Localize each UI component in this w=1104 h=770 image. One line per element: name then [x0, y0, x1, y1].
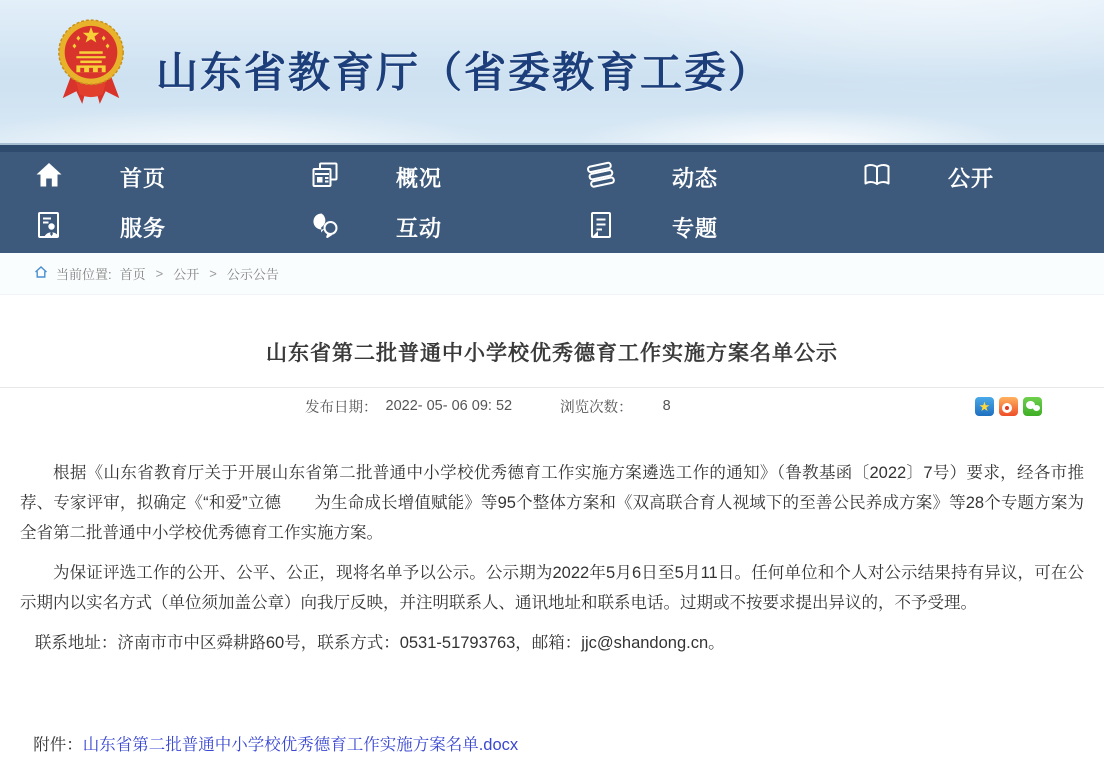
attachment-label: 附件： — [33, 736, 83, 754]
nav-label: 概况 — [396, 166, 443, 191]
article-body — [0, 458, 1104, 760]
nav-item-open[interactable] — [828, 153, 1104, 203]
article-title: 山东省第二批普通中小学校优秀德育工作实施方案名单公示 — [266, 342, 838, 365]
publish-date-label: 发布日期： — [305, 399, 378, 416]
breadcrumb — [0, 253, 1104, 295]
paragraph-basis: 根据《山东省教育厅关于开展山东省第二批普通中小学校优秀德育工作实施方案遴选工作的通知》（鲁教基函〔2022〕7号）要求，经各市推荐、专家评审，拟确定《“和爱”立德 为生命成长增值赋能》等95个整体方案和《双高联合育人视域下的至善公民养成方案》等28个专题方案为全省第二批普通中小学校优秀德育工作实施方案。 — [20, 464, 1084, 542]
paragraph-contact: 联系地址：济南市市中区舜耕路60号，联系方式：0531-51793763，邮箱：jjc@shandong.cn。 — [34, 634, 725, 652]
site-title: 山东省教育厅（省委教育工委） — [156, 49, 773, 96]
nav-item-home[interactable] — [0, 153, 276, 203]
overview-icon — [310, 160, 340, 195]
weibo-share-icon[interactable] — [999, 397, 1018, 416]
breadcrumb-item-home[interactable]: 首页 — [119, 267, 146, 282]
breadcrumb-separator: > — [155, 266, 164, 281]
nav-label: 服务 — [120, 216, 167, 241]
home-icon — [34, 160, 64, 195]
attachment-row — [20, 730, 1084, 760]
news-books-icon — [586, 160, 616, 195]
site-header — [0, 0, 1104, 145]
breadcrumb-item-open[interactable]: 公开 — [173, 267, 200, 282]
service-doc-icon — [34, 210, 64, 245]
main-navigation — [0, 145, 1104, 253]
nav-empty-cell — [828, 203, 1104, 253]
paragraph-publicity: 为保证评选工作的公开、公平、公正，现将名单予以公示。公示期为2022年5月6日至5月11日。任何单位和个人对公示结果持有异议，可在公示期内以实名方式（单位须加盖公章）向我厅反映，并注明联系人、通讯地址和联系电话。过期或不按要求提出异议的，不予受理。 — [20, 564, 1084, 612]
nav-item-news[interactable] — [552, 153, 828, 203]
qzone-share-icon[interactable]: ★ — [975, 397, 994, 416]
nav-label: 首页 — [120, 166, 167, 191]
national-emblem-logo — [52, 16, 130, 113]
nav-label: 动态 — [672, 166, 719, 191]
nav-item-overview[interactable] — [276, 153, 552, 203]
article-meta — [0, 388, 1104, 424]
breadcrumb-prefix: 当前位置: — [56, 267, 112, 282]
views-label: 浏览次数： — [560, 399, 633, 416]
topic-doc-icon — [586, 210, 616, 245]
nav-item-topics[interactable] — [552, 203, 828, 253]
wechat-share-icon[interactable] — [1023, 397, 1042, 416]
nav-label: 专题 — [672, 216, 719, 241]
nav-item-service[interactable] — [0, 203, 276, 253]
nav-item-interaction[interactable] — [276, 203, 552, 253]
breadcrumb-separator: > — [209, 266, 217, 281]
views-value: 8 — [662, 398, 671, 414]
attachment-link[interactable]: 山东省第二批普通中小学校优秀德育工作实施方案名单.docx — [82, 736, 519, 754]
nav-label: 互动 — [396, 216, 443, 241]
breadcrumb-item-announcements[interactable]: 公示公告 — [226, 267, 279, 282]
share-buttons — [975, 397, 1042, 416]
open-book-icon — [862, 160, 892, 195]
breadcrumb-home-icon — [34, 265, 48, 282]
chat-bubbles-icon — [310, 210, 340, 245]
nav-label: 公开 — [948, 166, 995, 191]
publish-date-value: 2022- 05- 06 09: 52 — [385, 398, 513, 414]
